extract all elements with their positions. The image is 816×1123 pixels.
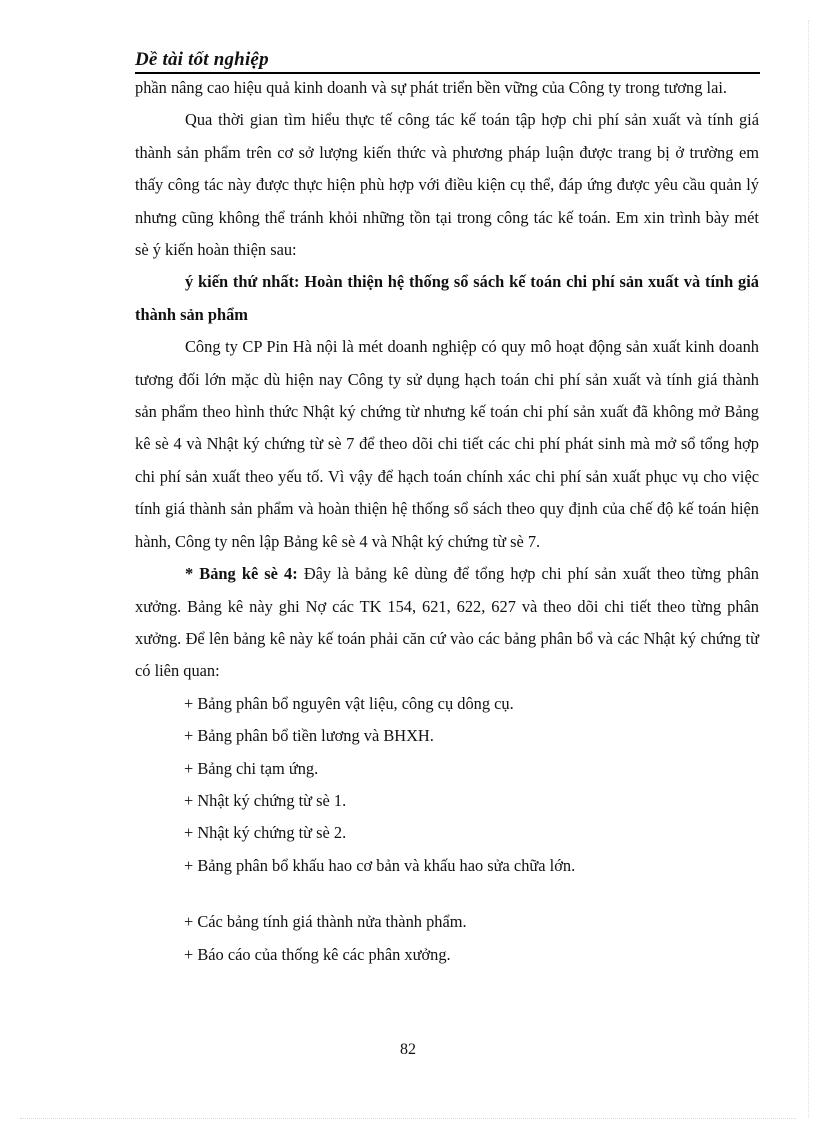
heading-separator: : bbox=[294, 272, 305, 292]
paragraph-1: phần nâng cao hiệu quả kinh doanh và sự phát triển bền vững của Công ty trong tương lai. bbox=[135, 78, 728, 97]
list-item: + Bảng phân bổ khấu hao cơ bản và khấu hao sửa chữa lớn. bbox=[184, 855, 576, 875]
body-text bbox=[135, 72, 759, 971]
list-item: + Nhật ký chứng từ sè 1. bbox=[184, 790, 347, 810]
paragraph-5-lead: * Bảng kê sè 4: bbox=[185, 564, 298, 584]
heading-lead: ý kiến thứ nhất bbox=[185, 272, 295, 292]
running-header: Dề tài tốt nghiệp bbox=[135, 49, 269, 70]
paragraph-2: Qua thời gian tìm hiểu thực tế công tác kế toán tập hợp chi phí sản xuất và tính giá thành sản phẩm trên cơ sở lượng kiến thức và phương pháp luận được trang bị ở trường em thấy công tác này được thực hiện phù hợp với điều kiện cụ thể, đáp ứng được yêu cầu quản lý nhưng cũng không thể tránh khỏi những tồn tại trong công tác kế toán. Em xin trình bày mét sè ý kiến hoàn thiện sau: bbox=[135, 110, 759, 260]
paragraph-4: Công ty CP Pin Hà nội là mét doanh nghiệp có quy mô hoạt động sản xuất kinh doanh tương đối lớn mặc dù hiện nay Công ty sử dụng hạch toán chi phí sản xuất và tính giá thành sản phẩm theo hình thức Nhật ký chứng từ nhưng kế toán chi phí sản xuất đã không mở Bảng kê sè 4 và Nhật ký chứng từ sè 7 để theo dõi chi tiết các chi phí phát sinh mà mở sổ tổng hợp chi phí sản xuất theo yếu tố. Vì vậy để hạch toán chính xác chi phí sản xuất phục vụ cho việc tính giá thành sản phẩm và hoàn thiện hệ thống sổ sách theo quy định của chế độ kế toán hiện hành, Công ty nên lập Bảng kê sè 4 và Nhật ký chứng từ sè 7. bbox=[135, 337, 759, 551]
list-item: + Các bảng tính giá thành nửa thành phẩm. bbox=[184, 912, 467, 932]
list-item: + Nhật ký chứng từ sè 2. bbox=[184, 823, 347, 843]
heading-rest: Hoàn thiện hệ thống sổ sách kế toán chi phí sản xuất và tính giá thành sản phẩm bbox=[135, 272, 760, 324]
paragraph-3-heading bbox=[135, 266, 759, 331]
list-item: + Bảng chi tạm ứng. bbox=[184, 758, 319, 778]
right-dotted-border bbox=[808, 20, 809, 1118]
paragraph-5-rest: Đây là bảng kê dùng để tổng hợp chi phí sản xuất theo từng phân xưởng. Bảng kê này ghi Nợ các TK 154, 621, 622, 627 và theo dõi chi tiết theo từng phân xưởng. Để lên bảng kê này kế toán phải căn cứ vào các bảng phân bổ và các Nhật ký chứng từ có liên quan: bbox=[135, 564, 759, 681]
page-number: 82 bbox=[400, 1041, 416, 1058]
list-item: + Bảng phân bổ nguyên vật liệu, công cụ dông cụ. bbox=[184, 693, 514, 713]
paragraph-5 bbox=[135, 558, 759, 688]
list-gap bbox=[135, 882, 759, 906]
list-item: + Báo cáo của thống kê các phân xưởng. bbox=[184, 944, 451, 964]
bottom-dotted-border bbox=[20, 1118, 796, 1119]
list-item: + Bảng phân bổ tiền lương và BHXH. bbox=[184, 726, 434, 746]
